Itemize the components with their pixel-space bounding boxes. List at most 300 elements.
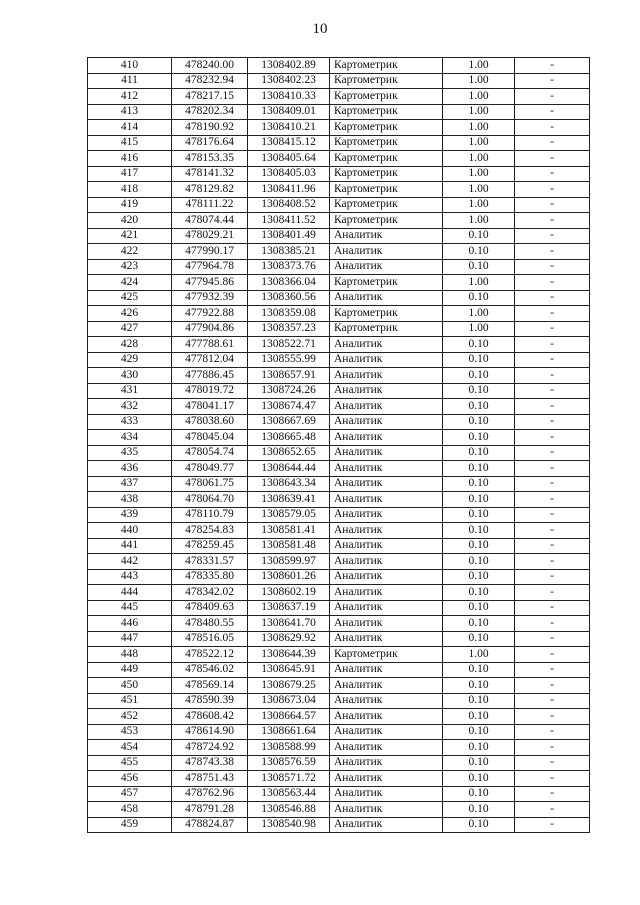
cell-accuracy: 0.10 [443,414,515,430]
cell-dash: - [515,616,590,632]
cell-accuracy: 0.10 [443,569,515,585]
table-row [88,662,590,678]
cell-y-coordinate: 1308405.03 [248,166,330,182]
cell-y-coordinate: 1308402.89 [248,58,330,74]
cell-y-coordinate: 1308652.65 [248,445,330,461]
cell-point-number: 445 [88,600,172,616]
cell-y-coordinate: 1308643.34 [248,476,330,492]
cell-y-coordinate: 1308657.91 [248,368,330,384]
cell-point-number: 448 [88,647,172,663]
cell-y-coordinate: 1308360.56 [248,290,330,306]
cell-x-coordinate: 477904.86 [172,321,248,337]
cell-y-coordinate: 1308601.26 [248,569,330,585]
cell-method: Аналитик [330,399,443,415]
cell-x-coordinate: 478141.32 [172,166,248,182]
cell-y-coordinate: 1308410.21 [248,120,330,136]
table-row [88,89,590,105]
cell-y-coordinate: 1308644.39 [248,647,330,663]
cell-dash: - [515,244,590,260]
cell-x-coordinate: 478202.34 [172,104,248,120]
cell-x-coordinate: 478614.90 [172,724,248,740]
cell-point-number: 428 [88,337,172,353]
table-row [88,275,590,291]
cell-method: Аналитик [330,352,443,368]
cell-x-coordinate: 478217.15 [172,89,248,105]
cell-x-coordinate: 478064.70 [172,492,248,508]
cell-accuracy: 0.10 [443,445,515,461]
cell-point-number: 434 [88,430,172,446]
cell-y-coordinate: 1308405.64 [248,151,330,167]
cell-y-coordinate: 1308641.70 [248,616,330,632]
cell-point-number: 411 [88,73,172,89]
cell-method: Аналитик [330,244,443,260]
cell-x-coordinate: 478041.17 [172,399,248,415]
cell-accuracy: 0.10 [443,771,515,787]
cell-dash: - [515,399,590,415]
cell-accuracy: 0.10 [443,538,515,554]
cell-dash: - [515,786,590,802]
cell-dash: - [515,631,590,647]
table-row [88,73,590,89]
cell-method: Аналитик [330,461,443,477]
table-row [88,585,590,601]
cell-point-number: 421 [88,228,172,244]
cell-y-coordinate: 1308602.19 [248,585,330,601]
cell-dash: - [515,383,590,399]
cell-dash: - [515,368,590,384]
table-row [88,492,590,508]
cell-dash: - [515,740,590,756]
cell-method: Аналитик [330,368,443,384]
cell-point-number: 417 [88,166,172,182]
cell-accuracy: 0.10 [443,709,515,725]
cell-method: Аналитик [330,383,443,399]
cell-accuracy: 0.10 [443,399,515,415]
table-row [88,724,590,740]
table-row [88,817,590,833]
cell-point-number: 433 [88,414,172,430]
cell-accuracy: 0.10 [443,693,515,709]
cell-point-number: 454 [88,740,172,756]
cell-x-coordinate: 478129.82 [172,182,248,198]
cell-x-coordinate: 478038.60 [172,414,248,430]
cell-accuracy: 0.10 [443,337,515,353]
cell-point-number: 416 [88,151,172,167]
cell-dash: - [515,492,590,508]
cell-x-coordinate: 477932.39 [172,290,248,306]
cell-x-coordinate: 478409.63 [172,600,248,616]
cell-method: Аналитик [330,678,443,694]
cell-x-coordinate: 477812.04 [172,352,248,368]
table-row [88,120,590,136]
cell-method: Аналитик [330,430,443,446]
cell-dash: - [515,662,590,678]
cell-accuracy: 1.00 [443,89,515,105]
cell-point-number: 447 [88,631,172,647]
table-row [88,802,590,818]
coordinates-table-body [88,58,590,833]
cell-x-coordinate: 477990.17 [172,244,248,260]
cell-x-coordinate: 478111.22 [172,197,248,213]
cell-dash: - [515,321,590,337]
cell-point-number: 452 [88,709,172,725]
cell-dash: - [515,693,590,709]
table-row [88,58,590,74]
table-row [88,445,590,461]
table-row [88,554,590,570]
cell-accuracy: 1.00 [443,166,515,182]
cell-x-coordinate: 478074.44 [172,213,248,229]
cell-y-coordinate: 1308579.05 [248,507,330,523]
table-row [88,197,590,213]
table-row [88,135,590,151]
cell-x-coordinate: 478176.64 [172,135,248,151]
cell-accuracy: 1.00 [443,182,515,198]
cell-method: Картометрик [330,135,443,151]
cell-method: Картометрик [330,213,443,229]
table-row [88,755,590,771]
table-row [88,569,590,585]
cell-accuracy: 1.00 [443,306,515,322]
cell-dash: - [515,275,590,291]
cell-dash: - [515,135,590,151]
cell-y-coordinate: 1308588.99 [248,740,330,756]
table-row [88,352,590,368]
cell-x-coordinate: 478608.42 [172,709,248,725]
cell-method: Картометрик [330,58,443,74]
cell-accuracy: 1.00 [443,151,515,167]
cell-x-coordinate: 478791.28 [172,802,248,818]
cell-y-coordinate: 1308373.76 [248,259,330,275]
cell-y-coordinate: 1308411.52 [248,213,330,229]
cell-method: Аналитик [330,523,443,539]
cell-x-coordinate: 477945.86 [172,275,248,291]
cell-dash: - [515,771,590,787]
cell-point-number: 457 [88,786,172,802]
cell-y-coordinate: 1308385.21 [248,244,330,260]
table-row [88,709,590,725]
cell-y-coordinate: 1308664.57 [248,709,330,725]
cell-point-number: 453 [88,724,172,740]
table-row [88,693,590,709]
table-row [88,321,590,337]
table-row [88,771,590,787]
cell-point-number: 439 [88,507,172,523]
table-row [88,182,590,198]
cell-point-number: 458 [88,802,172,818]
cell-accuracy: 0.10 [443,585,515,601]
cell-method: Аналитик [330,476,443,492]
cell-method: Аналитик [330,600,443,616]
cell-dash: - [515,58,590,74]
table-row [88,430,590,446]
cell-method: Аналитик [330,507,443,523]
cell-method: Аналитик [330,585,443,601]
cell-accuracy: 0.10 [443,554,515,570]
cell-accuracy: 0.10 [443,631,515,647]
cell-y-coordinate: 1308667.69 [248,414,330,430]
table-row [88,244,590,260]
cell-accuracy: 0.10 [443,430,515,446]
table-row [88,166,590,182]
cell-y-coordinate: 1308576.59 [248,755,330,771]
cell-dash: - [515,306,590,322]
cell-x-coordinate: 478045.04 [172,430,248,446]
cell-x-coordinate: 477886.45 [172,368,248,384]
cell-point-number: 446 [88,616,172,632]
cell-point-number: 419 [88,197,172,213]
table-row [88,228,590,244]
cell-method: Аналитик [330,662,443,678]
cell-accuracy: 1.00 [443,197,515,213]
cell-x-coordinate: 478232.94 [172,73,248,89]
cell-dash: - [515,104,590,120]
cell-y-coordinate: 1308581.48 [248,538,330,554]
cell-x-coordinate: 478153.35 [172,151,248,167]
cell-point-number: 415 [88,135,172,151]
table-row [88,523,590,539]
cell-y-coordinate: 1308724.26 [248,383,330,399]
table-row [88,259,590,275]
cell-dash: - [515,120,590,136]
cell-dash: - [515,290,590,306]
cell-point-number: 437 [88,476,172,492]
cell-method: Картометрик [330,89,443,105]
cell-point-number: 414 [88,120,172,136]
cell-method: Аналитик [330,755,443,771]
cell-y-coordinate: 1308644.44 [248,461,330,477]
cell-x-coordinate: 478054.74 [172,445,248,461]
cell-y-coordinate: 1308639.41 [248,492,330,508]
table-row [88,476,590,492]
cell-x-coordinate: 478110.79 [172,507,248,523]
cell-y-coordinate: 1308563.44 [248,786,330,802]
table-row [88,461,590,477]
cell-point-number: 424 [88,275,172,291]
cell-dash: - [515,538,590,554]
cell-method: Аналитик [330,740,443,756]
table-row [88,151,590,167]
cell-x-coordinate: 478824.87 [172,817,248,833]
cell-point-number: 443 [88,569,172,585]
cell-point-number: 442 [88,554,172,570]
cell-x-coordinate: 478240.00 [172,58,248,74]
cell-x-coordinate: 478331.57 [172,554,248,570]
cell-method: Картометрик [330,166,443,182]
cell-point-number: 420 [88,213,172,229]
table-row [88,507,590,523]
cell-dash: - [515,352,590,368]
cell-accuracy: 1.00 [443,213,515,229]
cell-x-coordinate: 478546.02 [172,662,248,678]
cell-dash: - [515,569,590,585]
cell-dash: - [515,182,590,198]
cell-point-number: 426 [88,306,172,322]
cell-accuracy: 0.10 [443,476,515,492]
cell-point-number: 451 [88,693,172,709]
table-row [88,786,590,802]
cell-y-coordinate: 1308679.25 [248,678,330,694]
cell-y-coordinate: 1308645.91 [248,662,330,678]
cell-dash: - [515,151,590,167]
cell-dash: - [515,678,590,694]
cell-x-coordinate: 478335.80 [172,569,248,585]
cell-y-coordinate: 1308599.97 [248,554,330,570]
cell-y-coordinate: 1308408.52 [248,197,330,213]
table-row [88,104,590,120]
cell-accuracy: 0.10 [443,383,515,399]
cell-accuracy: 0.10 [443,244,515,260]
cell-dash: - [515,430,590,446]
cell-x-coordinate: 478569.14 [172,678,248,694]
cell-accuracy: 0.10 [443,616,515,632]
cell-accuracy: 1.00 [443,73,515,89]
cell-point-number: 422 [88,244,172,260]
cell-method: Аналитик [330,337,443,353]
cell-accuracy: 0.10 [443,740,515,756]
cell-accuracy: 1.00 [443,275,515,291]
cell-method: Картометрик [330,275,443,291]
cell-point-number: 455 [88,755,172,771]
cell-method: Картометрик [330,306,443,322]
cell-accuracy: 0.10 [443,228,515,244]
table-row [88,290,590,306]
cell-method: Аналитик [330,802,443,818]
cell-accuracy: 0.10 [443,461,515,477]
cell-method: Картометрик [330,151,443,167]
cell-x-coordinate: 478019.72 [172,383,248,399]
cell-y-coordinate: 1308581.41 [248,523,330,539]
cell-method: Картометрик [330,197,443,213]
cell-dash: - [515,817,590,833]
cell-method: Аналитик [330,616,443,632]
cell-y-coordinate: 1308357.23 [248,321,330,337]
table-row [88,368,590,384]
cell-point-number: 412 [88,89,172,105]
cell-point-number: 444 [88,585,172,601]
cell-accuracy: 1.00 [443,120,515,136]
cell-accuracy: 0.10 [443,368,515,384]
cell-accuracy: 0.10 [443,290,515,306]
cell-accuracy: 1.00 [443,647,515,663]
cell-method: Аналитик [330,554,443,570]
cell-y-coordinate: 1308411.96 [248,182,330,198]
cell-y-coordinate: 1308402.23 [248,73,330,89]
cell-dash: - [515,802,590,818]
cell-accuracy: 0.10 [443,259,515,275]
cell-dash: - [515,414,590,430]
cell-method: Аналитик [330,786,443,802]
cell-accuracy: 0.10 [443,523,515,539]
cell-method: Аналитик [330,492,443,508]
cell-dash: - [515,89,590,105]
table-row [88,337,590,353]
table-row [88,740,590,756]
cell-x-coordinate: 478743.38 [172,755,248,771]
cell-method: Аналитик [330,569,443,585]
cell-dash: - [515,600,590,616]
cell-point-number: 413 [88,104,172,120]
cell-y-coordinate: 1308629.92 [248,631,330,647]
cell-dash: - [515,197,590,213]
cell-point-number: 423 [88,259,172,275]
cell-y-coordinate: 1308359.08 [248,306,330,322]
cell-method: Картометрик [330,182,443,198]
cell-accuracy: 0.10 [443,600,515,616]
cell-y-coordinate: 1308665.48 [248,430,330,446]
cell-x-coordinate: 478259.45 [172,538,248,554]
cell-y-coordinate: 1308555.99 [248,352,330,368]
cell-x-coordinate: 478190.92 [172,120,248,136]
table-row [88,383,590,399]
cell-y-coordinate: 1308571.72 [248,771,330,787]
cell-method: Аналитик [330,724,443,740]
table-row [88,538,590,554]
cell-x-coordinate: 478522.12 [172,647,248,663]
cell-point-number: 438 [88,492,172,508]
cell-x-coordinate: 478480.55 [172,616,248,632]
cell-y-coordinate: 1308637.19 [248,600,330,616]
cell-point-number: 431 [88,383,172,399]
cell-dash: - [515,724,590,740]
table-row [88,306,590,322]
cell-method: Аналитик [330,709,443,725]
cell-point-number: 449 [88,662,172,678]
cell-dash: - [515,73,590,89]
cell-x-coordinate: 478590.39 [172,693,248,709]
cell-y-coordinate: 1308409.01 [248,104,330,120]
cell-method: Картометрик [330,104,443,120]
cell-accuracy: 1.00 [443,321,515,337]
cell-point-number: 429 [88,352,172,368]
cell-accuracy: 0.10 [443,817,515,833]
cell-dash: - [515,507,590,523]
cell-method: Картометрик [330,647,443,663]
cell-method: Аналитик [330,228,443,244]
cell-accuracy: 0.10 [443,507,515,523]
cell-dash: - [515,461,590,477]
cell-accuracy: 0.10 [443,492,515,508]
cell-method: Картометрик [330,321,443,337]
cell-point-number: 430 [88,368,172,384]
cell-dash: - [515,476,590,492]
cell-dash: - [515,259,590,275]
cell-accuracy: 0.10 [443,724,515,740]
cell-method: Картометрик [330,73,443,89]
cell-point-number: 456 [88,771,172,787]
cell-x-coordinate: 478254.83 [172,523,248,539]
cell-accuracy: 0.10 [443,755,515,771]
cell-accuracy: 0.10 [443,802,515,818]
cell-point-number: 440 [88,523,172,539]
cell-accuracy: 0.10 [443,662,515,678]
cell-point-number: 435 [88,445,172,461]
cell-y-coordinate: 1308366.04 [248,275,330,291]
cell-x-coordinate: 477788.61 [172,337,248,353]
cell-point-number: 418 [88,182,172,198]
cell-dash: - [515,709,590,725]
cell-y-coordinate: 1308540.98 [248,817,330,833]
cell-method: Аналитик [330,771,443,787]
table-row [88,600,590,616]
cell-x-coordinate: 477922.88 [172,306,248,322]
page-number: 10 [312,21,328,37]
cell-accuracy: 0.10 [443,786,515,802]
cell-x-coordinate: 478049.77 [172,461,248,477]
table-row [88,213,590,229]
cell-dash: - [515,523,590,539]
cell-y-coordinate: 1308401.49 [248,228,330,244]
